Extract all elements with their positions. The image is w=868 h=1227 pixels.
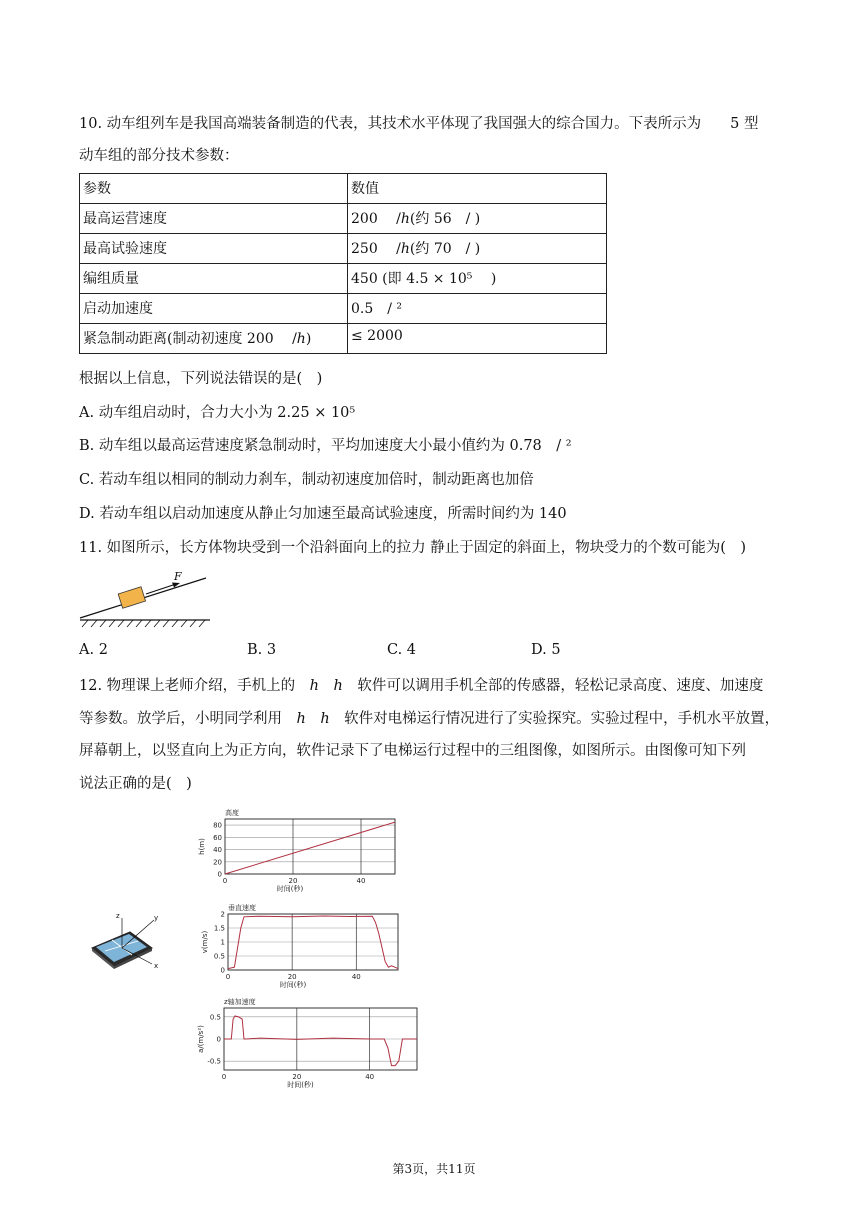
q10-option-d: D. 若动车组以启动加速度从静止匀加速至最高试验速度，所需时间约为 140 (79, 506, 567, 522)
table-row (80, 294, 607, 324)
q10-line2: 动车组的部分技术参数： (79, 148, 239, 164)
chart-title: 高度 (225, 809, 239, 817)
y-tick-label: 1 (220, 938, 225, 947)
table-header-cell: 参数 (80, 174, 348, 204)
table-cell: 450 (即 4.5 × 10⁵ ) (348, 264, 607, 294)
y-tick-label: 0.5 (213, 952, 225, 961)
velocity-chart (190, 898, 405, 988)
x-tick-label: 40 (351, 973, 361, 981)
acceleration-chart (190, 994, 425, 1096)
axis-z-label: z (116, 912, 120, 920)
series-line (224, 1016, 417, 1066)
table-cell: ≤ 2000 (348, 324, 607, 354)
y-tick-label: 2 (220, 910, 225, 919)
x-axis-label: 时间(秒) (276, 885, 304, 893)
height-chart (190, 806, 405, 894)
q10-option-c: C. 若动车组以相同的制动力刹车，制动初速度加倍时，制动距离也加倍 (79, 472, 534, 488)
q11-option-c: C. 4 (387, 642, 417, 658)
table-row (80, 264, 607, 294)
q11-option-d: D. 5 (531, 642, 561, 658)
table-row (80, 204, 607, 234)
q12-line3: 屏幕朝上，以竖直向上为正方向，软件记录下了电梯运行过程中的三组图像，如图所示。由图像可知下列 (79, 743, 746, 759)
y-tick-label: 0 (217, 870, 222, 879)
table-cell: 编组质量 (80, 264, 348, 294)
q11-option-a: A. 2 (79, 642, 108, 658)
x-tick-label: 40 (365, 1073, 375, 1081)
table-header-cell: 数值 (348, 174, 607, 204)
q12-line1: 12. 物理课上老师介绍，手机上的 ℎ ℎ 软件可以调用手机全部的传感器，轻松记录高度、速度、加速度 (79, 678, 764, 694)
x-tick-label: 0 (225, 973, 231, 981)
q11-option-b: B. 3 (247, 642, 277, 658)
x-axis-label: 时间(秒) (279, 981, 307, 988)
y-tick-label: -0.5 (207, 1057, 221, 1066)
axis-x-label: x (154, 962, 159, 970)
table-cell: 启动加速度 (80, 294, 348, 324)
block (118, 587, 145, 609)
table-cell: 最高运营速度 (80, 204, 348, 234)
series-line (225, 822, 395, 874)
x-tick-label: 0 (222, 877, 228, 885)
table-row (80, 234, 607, 264)
q10-option-a: A. 动车组启动时，合力大小为 2.25 × 10⁵ (79, 405, 356, 421)
y-axis-label: v(m/s) (201, 930, 209, 954)
table-row (80, 324, 607, 354)
q10-stem: 根据以上信息，下列说法错误的是( ) (79, 371, 323, 387)
y-axis-label: h(m) (198, 838, 206, 855)
q10-option-b: B. 动车组以最高运营速度紧急制动时，平均加速度大小最小值约为 0.78 / ² (79, 438, 572, 454)
x-tick-label: 20 (288, 877, 298, 885)
y-tick-label: 1.5 (213, 924, 225, 933)
table-cell: 0.5 / ² (348, 294, 607, 324)
y-tick-label: 80 (213, 821, 222, 830)
table-cell: 紧急制动距离(制动初速度 200 /ℎ) (80, 324, 348, 354)
x-tick-label: 0 (221, 1073, 227, 1081)
x-tick-label: 40 (356, 877, 366, 885)
q11-stem: 11. 如图所示，长方体物块受到一个沿斜面向上的拉力 静止于固定的斜面上，物块受力的个数可能为( ) (79, 540, 747, 556)
y-tick-label: 0 (220, 966, 225, 975)
q12-line2: 等参数。放学后，小明同学利用 ℎ ℎ 软件对电梯运行情况进行了实验探究。实验过程中，手机水平放置， (79, 711, 780, 727)
table-row (80, 174, 607, 204)
y-axis-label: a/(m/s²) (197, 1025, 205, 1053)
force-label: F (174, 570, 182, 583)
ground-hatching (82, 620, 205, 627)
x-axis-label: 时间(秒) (287, 1081, 314, 1089)
phone-illustration (80, 910, 160, 980)
table-cell: 250 /ℎ(约 70 / ) (348, 234, 607, 264)
q10-line1: 10. 动车组列车是我国高端装备制造的代表，其技术水平体现了我国强大的综合国力。下表所示为 5 型 (79, 116, 759, 132)
y-tick-label: 0.5 (209, 1013, 221, 1022)
incline-diagram (76, 566, 216, 632)
x-tick-label: 20 (292, 1073, 302, 1081)
y-tick-label: 0 (216, 1035, 221, 1044)
y-tick-label: 20 (213, 858, 222, 867)
y-tick-label: 60 (213, 833, 222, 842)
table-cell: 200 /ℎ(约 56 / ) (348, 204, 607, 234)
page-footer: 第3页，共11页 (392, 1162, 476, 1176)
q10-param-table (79, 173, 607, 354)
chart-title: 垂直速度 (228, 904, 256, 912)
axis-y-label: y (154, 914, 159, 922)
y-tick-label: 40 (213, 846, 222, 855)
table-cell: 最高试验速度 (80, 234, 348, 264)
chart-title: z轴加速度 (224, 998, 256, 1006)
x-tick-label: 20 (287, 973, 297, 981)
q12-line4: 说法正确的是( ) (79, 776, 192, 792)
